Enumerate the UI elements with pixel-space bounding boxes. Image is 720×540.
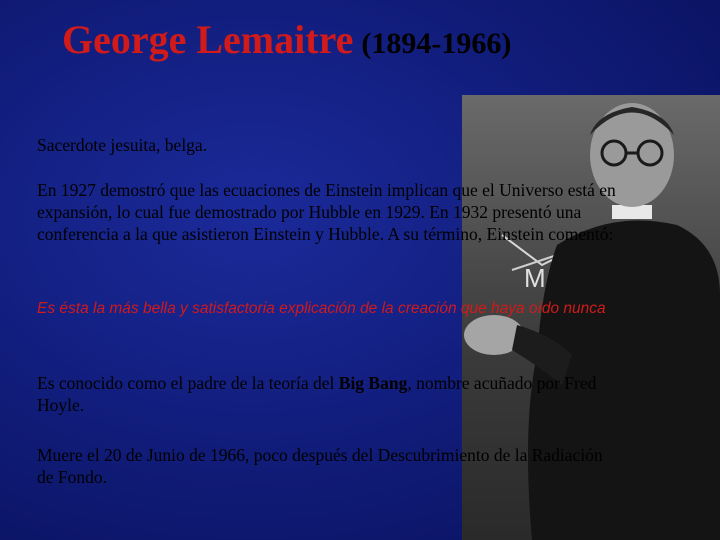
paragraph-4-text-b: , nombre acuñado por Fred Hoyle. [37,373,597,415]
slide-title [62,17,512,62]
paragraph-2: En 1927 demostró que las ecuaciones de Einstein implican que el Universo está en expansión, lo cual fue demostrado por Hubble en 1929. En 1932 presentó una conferencia a la que asistieron Einstein y Hubble. A su término, Einstein comentó: [37,180,616,244]
paragraph-5: Muere el 20 de Junio de 1966, poco después del Descubrimiento de la Radiación de Fondo. [37,445,603,487]
title-years: (1894-1966) [361,27,512,60]
paragraph-4 [37,372,617,416]
einstein-quote: Es ésta la más bella y satisfactoria explicación de la creación que haya oído nunca [37,300,606,317]
paragraph-4-text-a: Es conocido como el padre de la teoría del [37,373,339,393]
title-name: George Lemaitre [62,17,354,62]
paragraph-1: Sacerdote jesuita, belga. [37,135,208,155]
blackboard-letter: M [524,263,546,293]
big-bang-term: Big Bang [338,373,408,393]
